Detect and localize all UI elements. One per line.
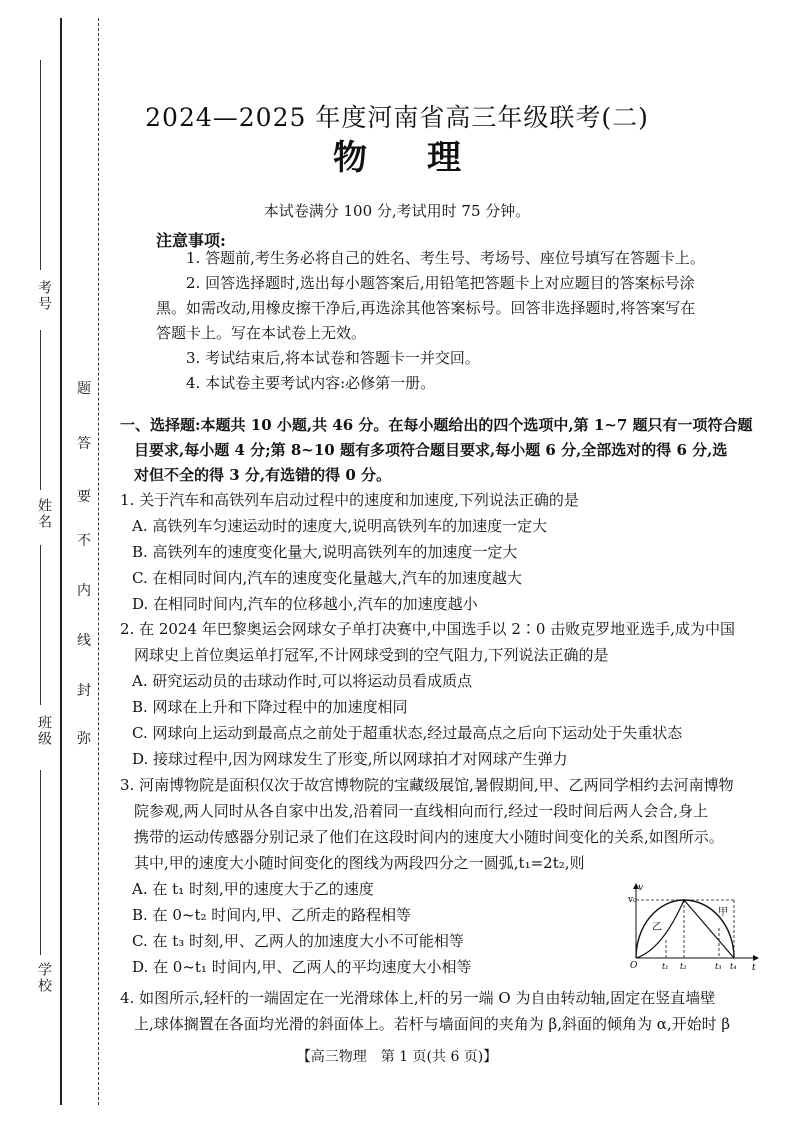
question-1-option-a: A. 高铁列车匀速运动时的速度大,说明高铁列车的加速度一定大 (132, 517, 548, 535)
t-axis-label: t (752, 963, 756, 972)
section-instruction: 一、选择题:本题共 10 小题,共 46 分。在每小题给出的四个选项中,第 1~7 题只有一项符合题 (120, 416, 753, 434)
question-2-stem: 2. 在 2024 年巴黎奥运会网球女子单打决赛中,中国选手以 2∶0 击败克罗地亚选手,成为中国 (120, 620, 735, 638)
page-footer: 【高三物理 第 1 页(共 6 页)】 (296, 1049, 498, 1065)
v0-label: v₀ (628, 895, 637, 905)
seal-char: 弥 (77, 731, 91, 747)
question-2-option-b: B. 网球在上升和下降过程中的加速度相同 (132, 698, 408, 716)
tick-label: t₂ (680, 962, 687, 971)
velocity-time-figure (622, 880, 762, 972)
question-3-stem: 院参观,两人同时从各自家中出发,沿着同一直线相向而行,经过一段时间后两人会合,身上 (134, 802, 709, 820)
notice-item: 3. 考试结束后,将本试卷和答题卡一并交回。 (186, 349, 480, 367)
notice-item: 答题卡上。写在本试卷上无效。 (156, 324, 367, 342)
exam-title: 2024—2025 年度河南省高三年级联考(二) (145, 103, 649, 132)
curve-label-jia: 甲 (718, 907, 728, 918)
notice-item: 2. 回答选择题时,选出每小题答案后,用铅笔把答题卡上对应题目的答案标号涂 (186, 274, 695, 292)
question-3-option-b: B. 在 0~t₂ 时间内,甲、乙所走的路程相等 (132, 906, 412, 924)
seal-char: 内 (77, 583, 91, 599)
seal-char: 线 (77, 633, 91, 649)
binding-line-solid (60, 18, 62, 1105)
origin-label: O (630, 961, 638, 971)
exam-info: 本试卷满分 100 分,考试用时 75 分钟。 (263, 202, 531, 220)
margin-blank-banji (40, 545, 41, 705)
margin-label-xingming: 姓名 (36, 498, 52, 530)
seal-char: 要 (77, 489, 91, 505)
question-3-stem: 3. 河南博物院是面积仅次于故宫博物院的宝藏级展馆,暑假期间,甲、乙两同学相约去河南博物 (120, 776, 734, 794)
question-1-stem: 1. 关于汽车和高铁列车启动过程中的速度和加速度,下列说法正确的是 (120, 491, 579, 509)
question-1-option-b: B. 高铁列车的速度变化量大,说明高铁列车的加速度一定大 (132, 543, 518, 561)
tick-label: t₃ (715, 962, 722, 971)
question-1-option-d: D. 在相同时间内,汽车的位移越小,汽车的加速度越小 (132, 595, 478, 613)
question-3-stem: 其中,甲的速度大小随时间变化的图线为两段四分之一圆弧,t₁=2t₂,则 (134, 854, 585, 872)
question-2-option-c: C. 网球向上运动到最高点之前处于超重状态,经过最高点之后向下运动处于失重状态 (132, 724, 683, 742)
section-instruction: 目要求,每小题 4 分;第 8~10 题有多项符合题目要求,每小题 6 分,全部选对的得 6 分,选 (134, 441, 728, 459)
margin-label-xuexiao: 学校 (36, 962, 52, 994)
seal-char: 封 (77, 683, 91, 699)
notice-item: 1. 答题前,考生务必将自己的姓名、考生号、考场号、座位号填写在答题卡上。 (186, 249, 705, 267)
v-axis-label: v (638, 883, 644, 893)
question-2-option-d: D. 接球过程中,因为网球发生了形变,所以网球拍才对网球产生弹力 (132, 750, 568, 768)
curve-label-yi: 乙 (652, 922, 662, 933)
margin-blank-xuexiao (40, 770, 41, 955)
tick-label: t₁ (662, 962, 669, 971)
tick-label: t₄ (730, 962, 737, 971)
seal-char: 题 (77, 381, 91, 397)
question-3-option-c: C. 在 t₃ 时刻,甲、乙两人的加速度大小不可能相等 (132, 932, 464, 950)
notice-heading: 注意事项: (156, 231, 226, 250)
binding-line-dashed (98, 18, 99, 1105)
margin-label-kaohao: 考号 (36, 280, 52, 312)
question-3-option-d: D. 在 0~t₁ 时间内,甲、乙两人的平均速度大小相等 (132, 958, 472, 976)
notice-item: 4. 本试卷主要考试内容:必修第一册。 (186, 374, 436, 392)
question-2-stem: 网球史上首位奥运单打冠军,不计网球受到的空气阻力,下列说法正确的是 (134, 646, 609, 664)
question-3-stem: 携带的运动传感器分别记录了他们在这段时间内的速度大小随时间变化的关系,如图所示。 (134, 828, 724, 846)
question-4-stem: 上,球体搁置在各面均光滑的斜面体上。若杆与墙面间的夹角为 β,斜面的倾角为 α,开始时 β (134, 1015, 731, 1033)
question-3-option-a: A. 在 t₁ 时刻,甲的速度大于乙的速度 (132, 880, 374, 898)
seal-char: 答 (77, 436, 91, 452)
question-4-stem: 4. 如图所示,轻杆的一端固定在一光滑球体上,杆的另一端 O 为自由转动轴,固定在竖直墙壁 (120, 989, 716, 1007)
seal-char: 不 (77, 533, 91, 549)
question-1-option-c: C. 在相同时间内,汽车的速度变化量越大,汽车的加速度越大 (132, 569, 523, 587)
notice-item: 黑。如需改动,用橡皮擦干净后,再选涂其他答案标号。回答非选择题时,将答案写在 (156, 299, 696, 317)
question-2-option-a: A. 研究运动员的击球动作时,可以将运动员看成质点 (132, 672, 473, 690)
subject-title: 物理 (333, 138, 521, 178)
margin-blank-xingming (40, 330, 41, 490)
section-instruction: 对但不全的得 3 分,有选错的得 0 分。 (134, 466, 391, 484)
margin-label-banji: 班级 (36, 715, 52, 747)
